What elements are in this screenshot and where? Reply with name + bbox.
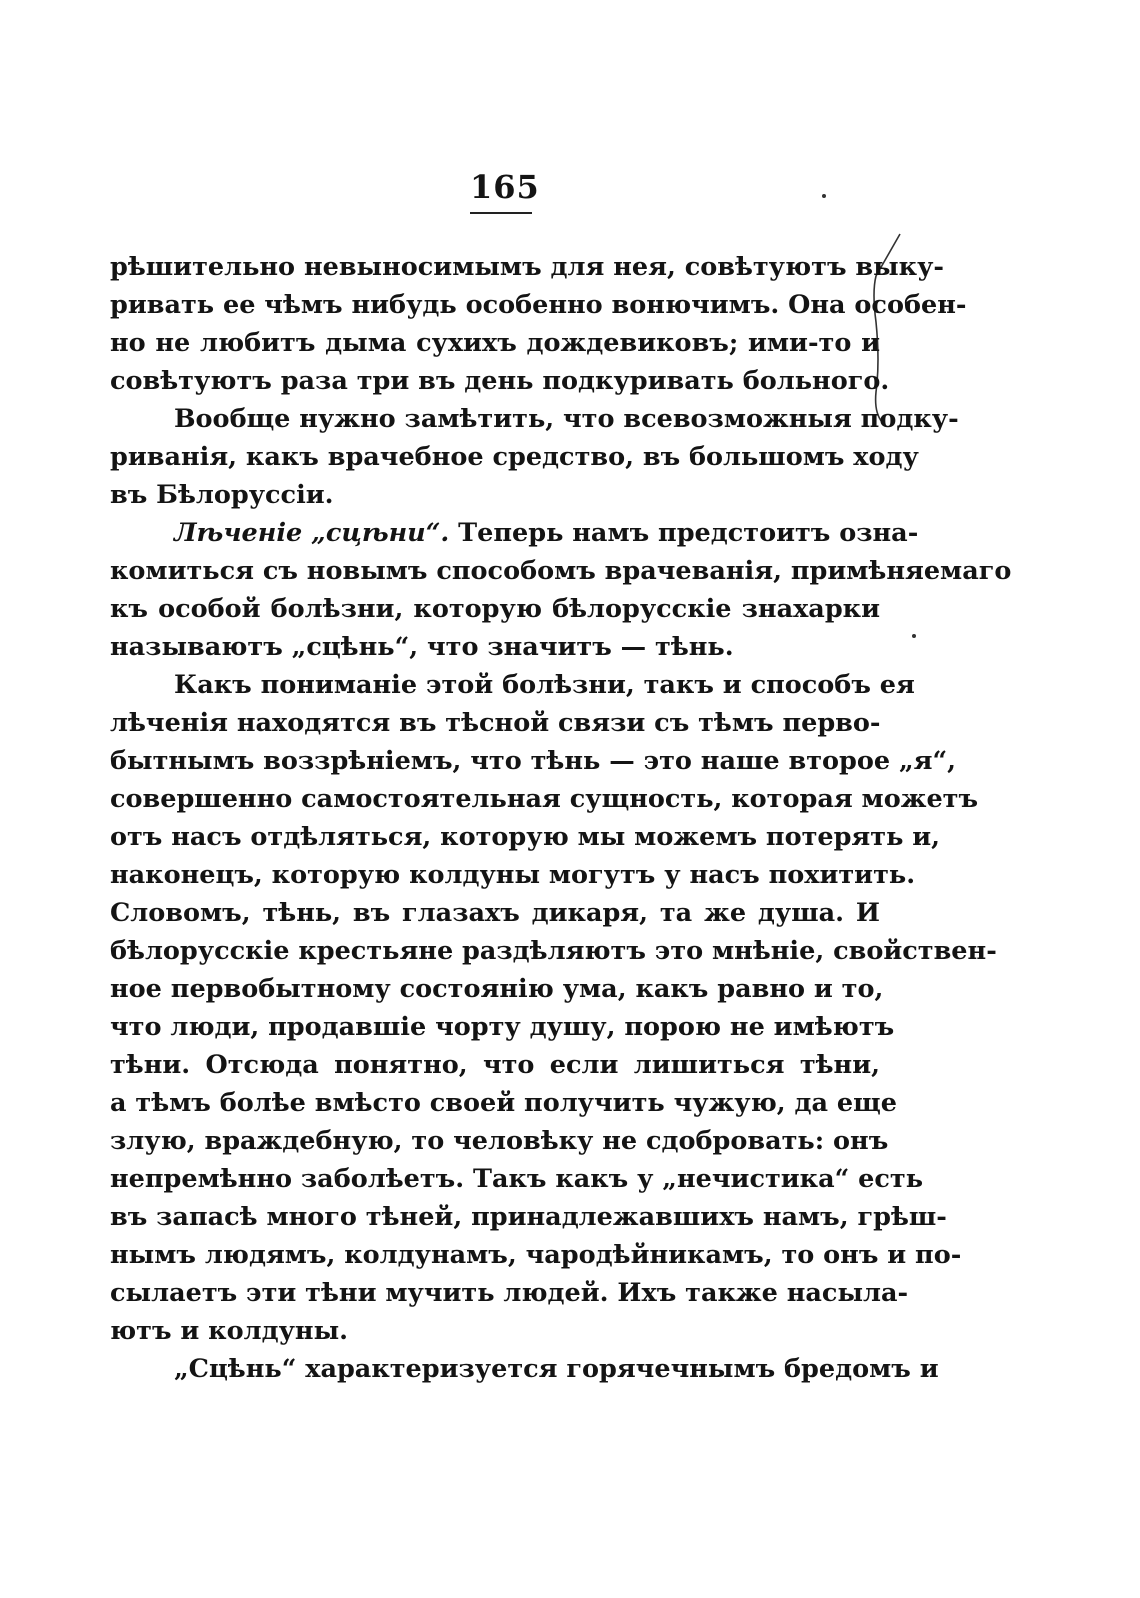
text-line: въ Бѣлоруссіи. (110, 480, 334, 510)
text-line: комиться съ новымъ способомъ врачеванія, примѣняемаго (110, 556, 1012, 586)
speck-mark (822, 194, 826, 198)
text-line: лѣченія находятся въ тѣсной связи съ тѣмъ перво- (110, 708, 881, 738)
speck-mark (912, 634, 916, 638)
text-line: ривать ее чѣмъ нибудь особенно вонючимъ. Она особен- (110, 290, 967, 320)
text-line: злую, враждебную, то человѣку не сдобровать: онъ (110, 1126, 889, 1156)
text-line: совѣтуютъ раза три въ день подкуривать больного. (110, 366, 890, 396)
text-line: тѣни. Отсюда понятно, что если лишиться тѣни, (110, 1050, 880, 1080)
text-line: но не любитъ дыма сухихъ дождевиковъ; ими-то и (110, 328, 880, 358)
text-line: Лѣченіе „сцѣни“. Теперь намъ предстоитъ озна- (174, 518, 919, 548)
text-line: Какъ пониманіе этой болѣзни, такъ и способъ ея (174, 670, 915, 700)
paragraph (110, 400, 959, 514)
text-line: что люди, продавшіе чорту душу, порою не имѣютъ (110, 1012, 895, 1042)
text-line: бѣлорусскіе крестьяне раздѣляютъ это мнѣніе, свойствен- (110, 936, 997, 966)
paragraph (110, 248, 967, 400)
section-heading: Лѣченіе „сцѣни“. (174, 518, 450, 548)
text-line: ное первобытному состоянію ума, какъ равно и то, (110, 974, 884, 1004)
text-line: а тѣмъ болѣе вмѣсто своей получить чужую, да еще (110, 1088, 897, 1118)
text-line: Вообще нужно замѣтить, что всевозможныя подку- (174, 404, 959, 434)
text-line: наконецъ, которую колдуны могутъ у насъ похитить. (110, 860, 916, 890)
text-line: къ особой болѣзни, которую бѣлорусскіе знахарки (110, 594, 880, 624)
text-line: совершенно самостоятельная сущность, которая можетъ (110, 784, 979, 814)
body-text (110, 248, 1012, 1388)
paragraph (110, 1350, 939, 1388)
text-line: ютъ и колдуны. (110, 1316, 349, 1346)
text-line: риванія, какъ врачебное средство, въ большомъ ходу (110, 442, 919, 472)
paragraph (110, 514, 1012, 666)
text-line: отъ насъ отдѣляться, которую мы можемъ потерять и, (110, 822, 941, 852)
text-line: называютъ „сцѣнь“, что значитъ — тѣнь. (110, 632, 734, 662)
text-line: въ запасѣ много тѣней, принадлежавшихъ намъ, грѣш- (110, 1202, 947, 1232)
text-line: рѣшительно невыносимымъ для нея, совѣтуютъ выку- (110, 252, 944, 282)
page-number-rule (470, 212, 532, 214)
text-line: Словомъ, тѣнь, въ глазахъ дикаря, та же душа. И (110, 898, 880, 928)
paragraph (110, 666, 997, 1350)
text-line: „Сцѣнь“ характеризуется горячечнымъ бредомъ и (174, 1354, 939, 1384)
text-line: нымъ людямъ, колдунамъ, чародѣйникамъ, то онъ и по- (110, 1240, 962, 1270)
page-number: 165 (470, 168, 540, 206)
text-line: бытнымъ воззрѣніемъ, что тѣнь — это наше второе „я“, (110, 746, 956, 776)
text-line: сылаетъ эти тѣни мучить людей. Ихъ также насыла- (110, 1278, 909, 1308)
text-line: непремѣнно заболѣетъ. Такъ какъ у „нечистика“ есть (110, 1164, 924, 1194)
